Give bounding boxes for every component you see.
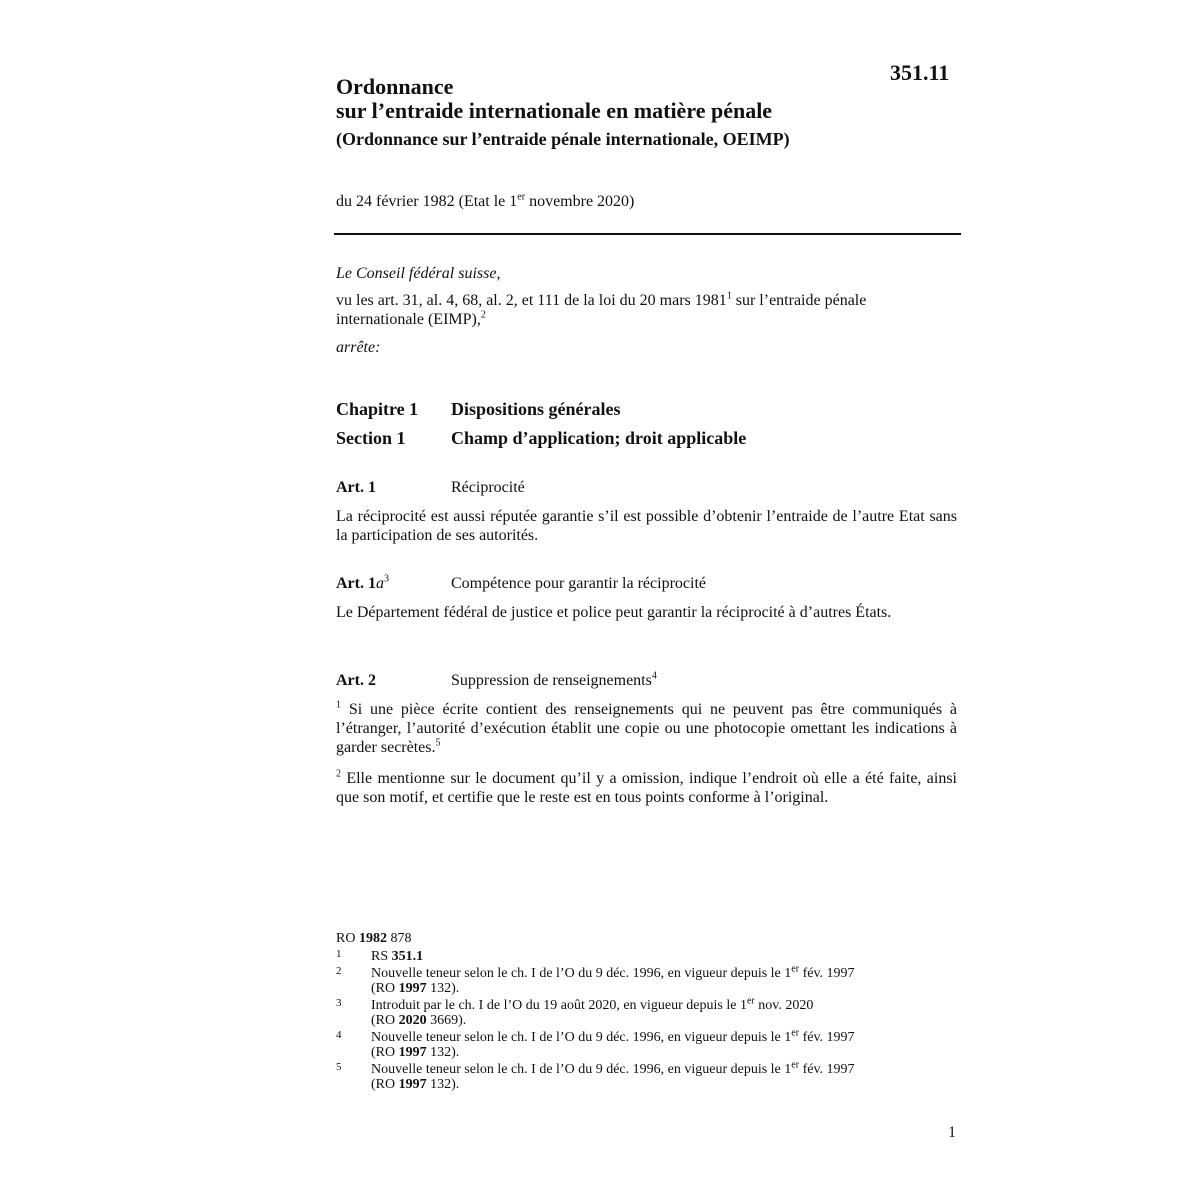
subtitle: (Ordonnance sur l’entraide pénale internationale, OEIMP) — [336, 129, 790, 149]
footnote-number: 1 — [336, 948, 342, 960]
art-2-paragraph-1 — [336, 700, 957, 757]
footnote-ref-5[interactable]: 5 — [435, 737, 441, 749]
art-1a-label-letter: a — [375, 575, 384, 592]
footnote-1-prefix: RS — [371, 949, 392, 964]
footnote-3-sup: er — [746, 995, 755, 1007]
footnote-3-text-a: Introduit par le ch. I de l’O du 19 août 2020, en vigueur depuis le 1 — [371, 998, 747, 1013]
section-label: Section 1 — [336, 428, 406, 448]
footnote-ro — [336, 931, 956, 946]
footnote-3-text-b: nov. 2020 — [754, 998, 814, 1013]
footnote-number: 2 — [336, 965, 342, 977]
footnote-ref-1[interactable]: 1 — [726, 290, 732, 302]
art-1-label: Art. 1 — [336, 479, 376, 496]
footnote-4-text-b: fév. 1997 — [799, 1030, 855, 1045]
art-1-text: La réciprocité est aussi réputée garantie s’il est possible d’obtenir l’entraide de l’autre Etat sans la participation de ses autorités. — [336, 508, 957, 544]
date-prefix: du 24 février 1982 (Etat le 1 — [336, 193, 518, 210]
date-sup: er — [517, 191, 526, 203]
vu-text-1: vu les art. 31, al. 4, 68, al. 2, et 111 de la loi du 20 mars 1981 — [336, 292, 727, 309]
date-suffix: novembre 2020) — [525, 193, 635, 210]
vu-text-2: sur l’entraide pénale internationale (EIMP), — [336, 292, 867, 328]
art-1a-label — [336, 575, 389, 593]
art-2-paragraph-1-text: Si une pièce écrite contient des renseignements qui ne peuvent pas être communiqués à l’étranger, l’autorité d’exécution établit une copie ou une photocopie omettant les indications à garder secrètes. — [336, 701, 957, 756]
footnote-ref-4[interactable]: 4 — [651, 670, 657, 682]
footnote-ref-3[interactable]: 3 — [383, 573, 389, 585]
footnote-4-ro-open: (RO — [371, 1045, 399, 1060]
chapter-title: Dispositions générales — [451, 399, 621, 419]
footnote-5 — [336, 1059, 956, 1092]
ro-prefix: RO — [336, 931, 359, 946]
footnote-5-ro-close: 132). — [426, 1077, 460, 1092]
chapter-label: Chapitre 1 — [336, 399, 419, 419]
footnote-5-text-b: fév. 1997 — [799, 1062, 855, 1077]
footnote-5-ro-open: (RO — [371, 1077, 399, 1092]
footnote-4-ro-close: 132). — [426, 1045, 460, 1060]
art-1a-text: Le Département fédéral de justice et police peut garantir la réciprocité à d’autres États. — [336, 604, 892, 621]
art-1a-label-main: Art. 1 — [336, 575, 376, 592]
footnote-number: 4 — [336, 1029, 342, 1041]
paragraph-number-1: 1 — [336, 699, 341, 711]
footnote-3-ro-close: 3669). — [426, 1013, 467, 1028]
art-2-label: Art. 2 — [336, 672, 376, 689]
footnote-2 — [336, 963, 956, 996]
footnote-5-sup: er — [791, 1059, 800, 1071]
preamble-conseil: Le Conseil fédéral suisse, — [336, 265, 501, 282]
ordinance-date — [336, 193, 634, 211]
rs-number: 351.11 — [890, 60, 950, 85]
footnotes — [336, 931, 956, 1094]
art-2-title-text: Suppression de renseignements — [451, 672, 652, 689]
footnote-4 — [336, 1027, 956, 1060]
art-1-title: Réciprocité — [451, 479, 525, 496]
art-2-paragraph-2-text: Elle mentionne sur le document qu’il y a omission, indique l’endroit où elle a été faite, ainsi que son motif, et certifie que le reste est en tous points conforme à l’original. — [336, 770, 957, 806]
footnote-number: 3 — [336, 997, 342, 1009]
section-title: Champ d’application; droit applicable — [451, 428, 747, 448]
footnote-5-text-a: Nouvelle teneur selon le ch. I de l’O du 9 déc. 1996, en vigueur depuis le 1 — [371, 1062, 792, 1077]
footnote-3-ro-year: 2020 — [398, 1013, 427, 1028]
art-2-title — [451, 672, 657, 690]
page-number: 1 — [948, 1124, 956, 1141]
footnote-2-ro-open: (RO — [371, 981, 399, 996]
art-1a-title: Compétence pour garantir la réciprocité — [451, 575, 706, 592]
preamble-vu — [336, 291, 956, 329]
title-line-1: Ordonnance — [336, 74, 454, 99]
ro-page: 878 — [386, 931, 412, 946]
footnote-number: 5 — [336, 1061, 342, 1073]
footnote-2-ro-close: 132). — [426, 981, 460, 996]
preamble-arrete: arrête: — [336, 339, 381, 356]
footnote-2-ro-year: 1997 — [398, 981, 427, 996]
footnote-2-sup: er — [791, 963, 800, 975]
footnote-3 — [336, 995, 956, 1028]
footnote-4-ro-year: 1997 — [398, 1045, 427, 1060]
footnote-ref-2[interactable]: 2 — [480, 309, 486, 321]
footnote-2-text-b: fév. 1997 — [799, 966, 855, 981]
ro-year: 1982 — [358, 931, 387, 946]
footnote-4-text-a: Nouvelle teneur selon le ch. I de l’O du 9 déc. 1996, en vigueur depuis le 1 — [371, 1030, 792, 1045]
title-line-2: sur l’entraide internationale en matière pénale — [336, 98, 773, 123]
footnote-3-ro-open: (RO — [371, 1013, 399, 1028]
header-divider — [334, 233, 961, 235]
footnote-4-sup: er — [791, 1027, 800, 1039]
footnote-1-rs: 351.1 — [391, 949, 424, 964]
footnote-2-text-a: Nouvelle teneur selon le ch. I de l’O du 9 déc. 1996, en vigueur depuis le 1 — [371, 966, 792, 981]
art-2-paragraph-2 — [336, 769, 957, 807]
paragraph-number-2: 2 — [336, 768, 341, 780]
footnote-1 — [336, 949, 956, 964]
footnote-5-ro-year: 1997 — [398, 1077, 427, 1092]
